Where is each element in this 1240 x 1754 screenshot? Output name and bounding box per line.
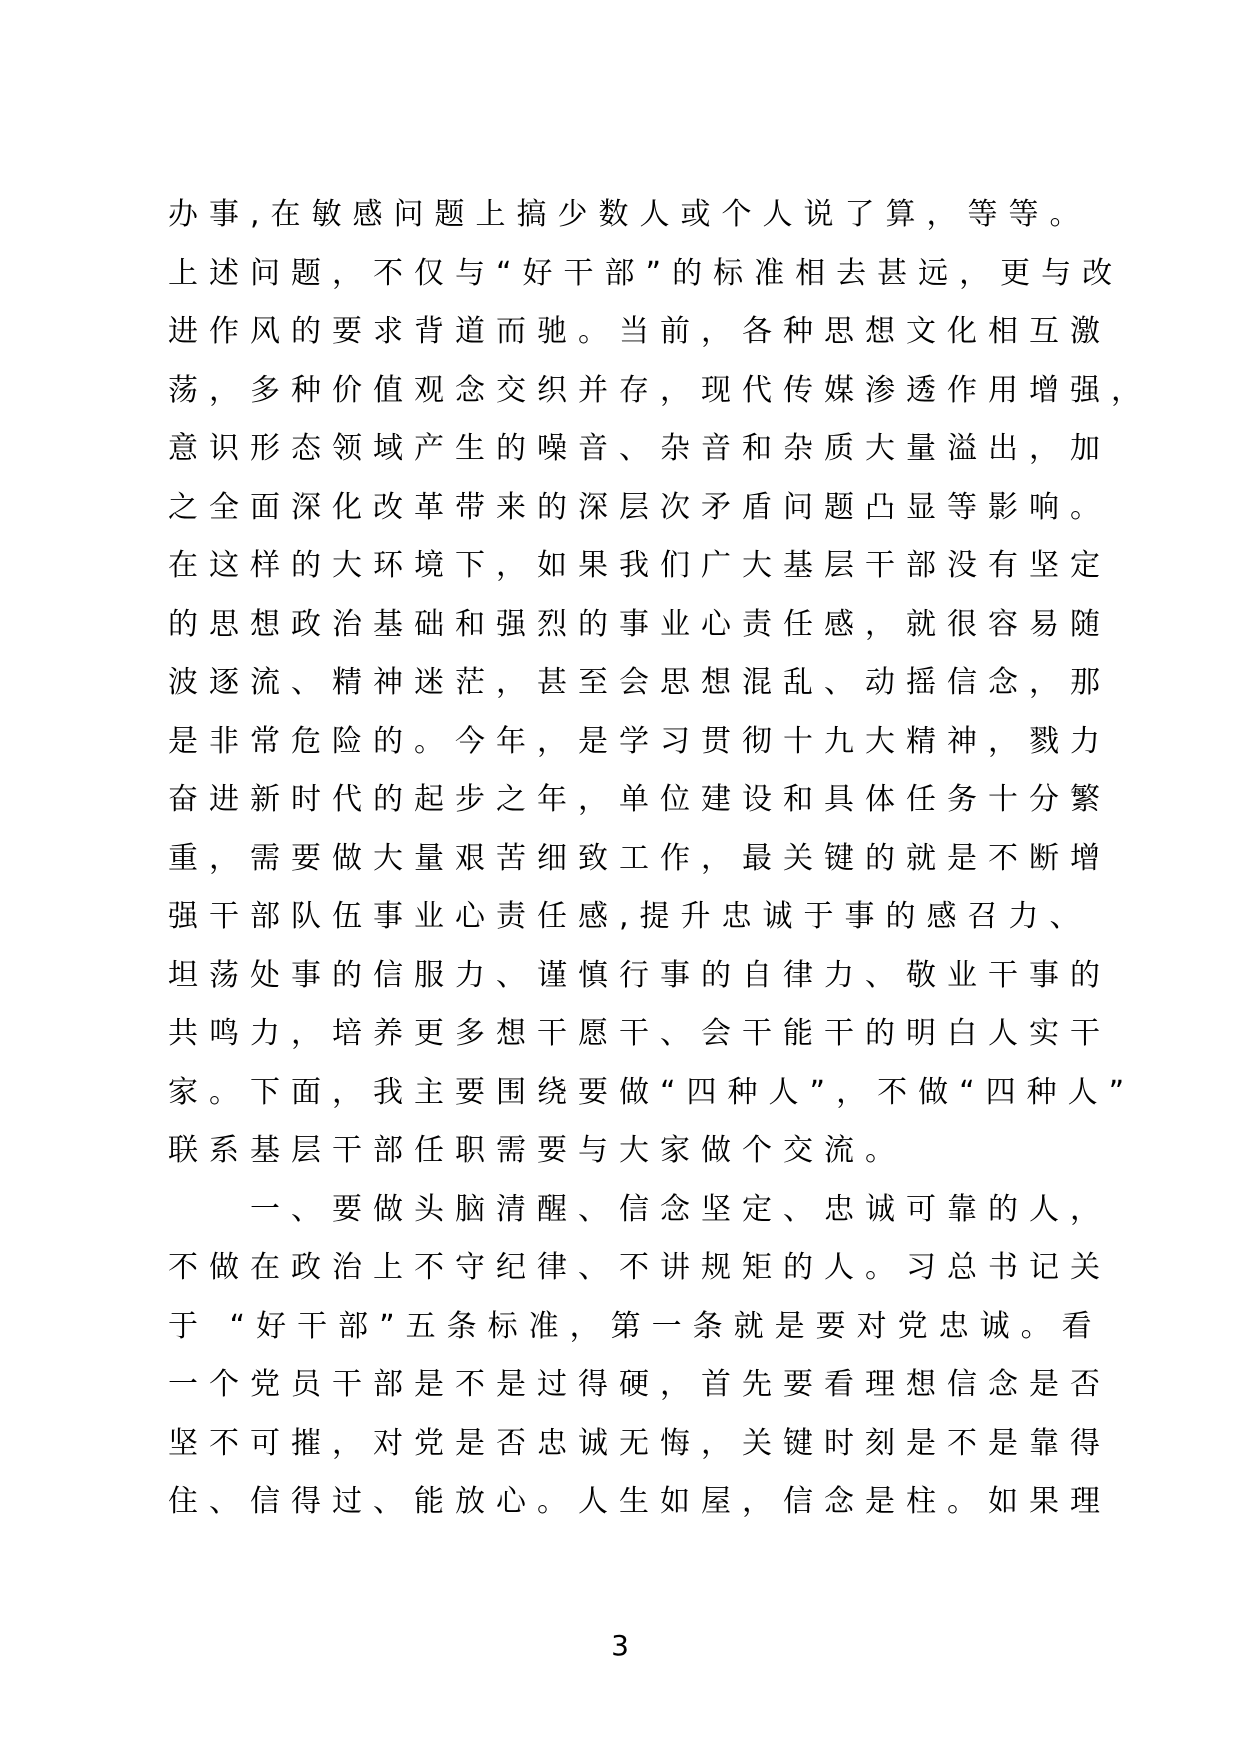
text-line: 不做在政治上不守纪律、不讲规矩的人。习总书记关 (168, 1250, 1111, 1285)
text-line: 荡，多种价值观念交织并存，现代传媒渗透作用增强， (168, 372, 1152, 408)
section-heading-line: 一、要做头脑清醒、信念坚定、忠诚可靠的人， (168, 1191, 1111, 1227)
text-line: 共鸣力，培养更多想干愿干、会干能干的明白人实干 (168, 1016, 1111, 1051)
text-line: 进作风的要求背道而驰。当前，各种思想文化相互激 (168, 314, 1111, 349)
text-line: 于 “好干部”五条标准，第一条就是要对党忠诚。看 (168, 1308, 1103, 1344)
body-text (168, 190, 1152, 1536)
text-line: 之全面深化改革带来的深层次矛盾问题凸显等影响。 (168, 489, 1111, 525)
text-line: 意识形态领域产生的噪音、杂音和杂质大量溢出，加 (168, 431, 1111, 466)
text-line: 的思想政治基础和强烈的事业心责任感，就很容易随 (168, 606, 1111, 642)
text-line: 在这样的大环境下，如果我们广大基层干部没有坚定 (168, 548, 1111, 583)
text-line: 重，需要做大量艰苦细致工作，最关键的就是不断增 (168, 840, 1111, 876)
text-line: 家。下面，我主要围绕要做“四种人”，不做“四种人” (168, 1074, 1136, 1110)
text-line: 是非常危险的。今年，是学习贯彻十九大精神，戮力 (168, 723, 1111, 759)
text-line: 坦荡处事的信服力、谨慎行事的自律力、敬业干事的 (168, 957, 1111, 993)
text-line: 上述问题，不仅与“好干部”的标准相去甚远，更与改 (168, 255, 1124, 291)
text-line: 一个党员干部是不是过得硬，首先要看理想信念是否 (168, 1367, 1111, 1402)
text-line: 住、信得过、能放心。人生如屋，信念是柱。如果理 (168, 1484, 1111, 1519)
text-line: 办事,在敏感问题上搞少数人或个人说了算，等等。 (168, 197, 1091, 232)
text-line: 强干部队伍事业心责任感,提升忠诚于事的感召力、 (168, 899, 1091, 934)
text-line: 联系基层干部任职需要与大家做个交流。 (168, 1133, 906, 1168)
text-line: 波逐流、精神迷茫，甚至会思想混乱、动摇信念，那 (168, 665, 1111, 700)
text-line: 奋进新时代的起步之年，单位建设和具体任务十分繁 (168, 782, 1111, 817)
page-number: 3 (611, 1629, 629, 1662)
text-line: 坚不可摧，对党是否忠诚无悔，关键时刻是不是靠得 (168, 1425, 1111, 1461)
